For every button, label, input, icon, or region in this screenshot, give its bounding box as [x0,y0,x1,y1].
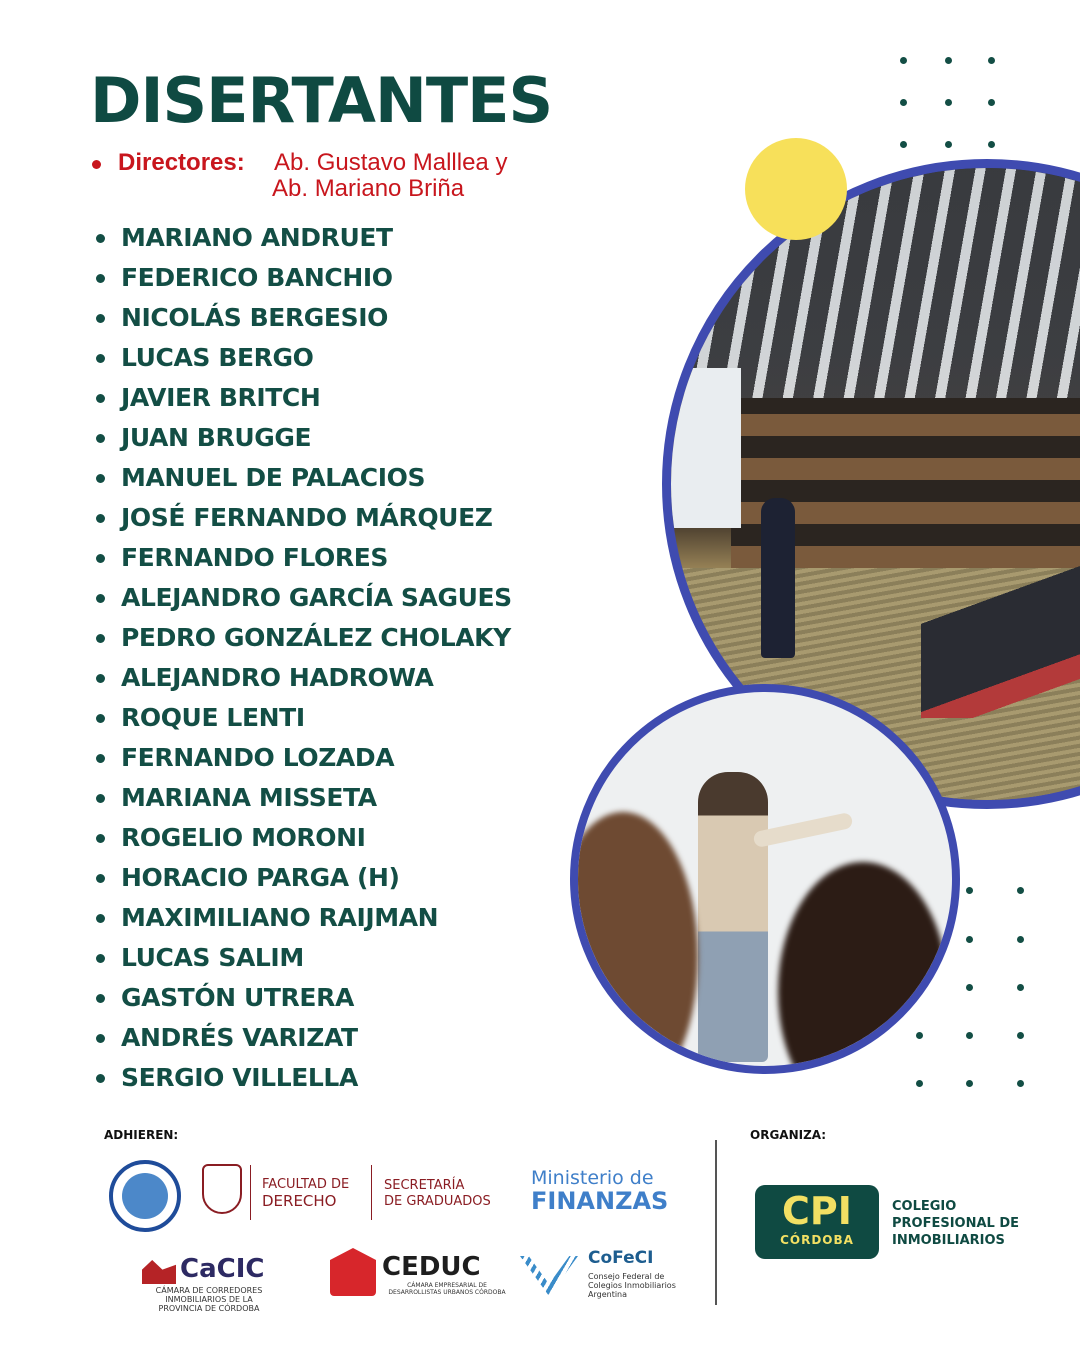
secretaria-line-1: SECRETARÍA [384,1178,465,1193]
facultad-line-2: DERECHO [262,1192,337,1210]
speaker-item: MAXIMILIANO RAIJMAN [96,898,512,938]
speaker-item: FEDERICO BANCHIO [96,258,512,298]
speaker-item: JAVIER BRITCH [96,378,512,418]
ministerio-finanzas-logo [531,1168,668,1214]
bullet-icon [92,160,101,169]
speaker-item: LUCAS SALIM [96,938,512,978]
speaker-list [96,218,512,1098]
speaker-item: SERGIO VILLELLA [96,1058,512,1098]
ceduc-name: CEDUC [382,1252,481,1282]
speaker-item: HORACIO PARGA (H) [96,858,512,898]
ceduc-subtitle: CÁMARA EMPRESARIAL DE DESARROLLISTAS URBANOS CÓRDOBA [388,1282,506,1296]
cpi-acronym: CPI [782,1189,852,1233]
speaker-item: PEDRO GONZÁLEZ CHOLAKY [96,618,512,658]
footer-divider [715,1140,717,1305]
cacic-subtitle: CÁMARA DE CORREDORES INMOBILIARIOS DE LA PROVINCIA DE CÓRDOBA [155,1286,263,1313]
facultad-line-1: FACULTAD DE [262,1177,350,1192]
cofeci-sub-2: Colegios Inmobiliarios [588,1281,676,1290]
speaker-item: MANUEL DE PALACIOS [96,458,512,498]
directors-label: Directores: [118,149,245,176]
speaker-item: GASTÓN UTRERA [96,978,512,1018]
cofeci-sub-1: Consejo Federal de [588,1272,665,1281]
directors-line-2: Ab. Mariano Briña [272,175,465,202]
speaker-item: ROQUE LENTI [96,698,512,738]
cofeci-subtitle [588,1272,676,1299]
organiza-label: ORGANIZA: [750,1128,827,1142]
speaker-item: MARIANA MISSETA [96,778,512,818]
colegio-abogados-logo [109,1160,181,1232]
cofeci-name: CoFeCI [588,1248,654,1268]
speaker-item: ALEJANDRO HADROWA [96,658,512,698]
secretaria-line-2: DE GRADUADOS [384,1194,491,1209]
page-title: DISERTANTES [90,64,553,137]
secretaria-graduados-logo [384,1178,491,1210]
cpi-full-name [892,1198,1019,1249]
ceduc-icon [330,1248,376,1296]
cofeci-icon [520,1256,578,1296]
cacic-icon [142,1260,176,1284]
cpi-city: CÓRDOBA [780,1233,854,1247]
speaker-item: NICOLÁS BERGESIO [96,298,512,338]
cpi-cordoba-logo [755,1185,879,1259]
speaker-item: ROGELIO MORONI [96,818,512,858]
secretaria-divider [371,1165,372,1220]
speaker-item: JUAN BRUGGE [96,418,512,458]
facultad-divider [250,1165,251,1220]
presenter-photo [570,684,960,1074]
directors-line-1: Ab. Gustavo Malllea y [274,149,508,176]
speaker-item: FERNANDO LOZADA [96,738,512,778]
cpi-line-1: COLEGIO [892,1199,957,1214]
cacic-name: CaCIC [180,1254,265,1284]
yellow-circle-decoration [745,138,847,240]
cpi-line-3: INMOBILIARIOS [892,1233,1005,1248]
speaker-item: MARIANO ANDRUET [96,218,512,258]
facultad-derecho-logo [262,1177,349,1211]
cofeci-sub-3: Argentina [588,1290,628,1299]
ministerio-line-2: FINANZAS [531,1187,669,1215]
speaker-item: JOSÉ FERNANDO MÁRQUEZ [96,498,512,538]
adhieren-label: ADHIEREN: [104,1128,179,1142]
speaker-item: ALEJANDRO GARCÍA SAGUES [96,578,512,618]
unc-shield-icon [202,1164,242,1214]
speaker-item: FERNANDO FLORES [96,538,512,578]
speaker-item: LUCAS BERGO [96,338,512,378]
speaker-item: ANDRÉS VARIZAT [96,1018,512,1058]
ministerio-line-1: Ministerio de [531,1167,654,1189]
cpi-line-2: PROFESIONAL DE [892,1216,1020,1231]
